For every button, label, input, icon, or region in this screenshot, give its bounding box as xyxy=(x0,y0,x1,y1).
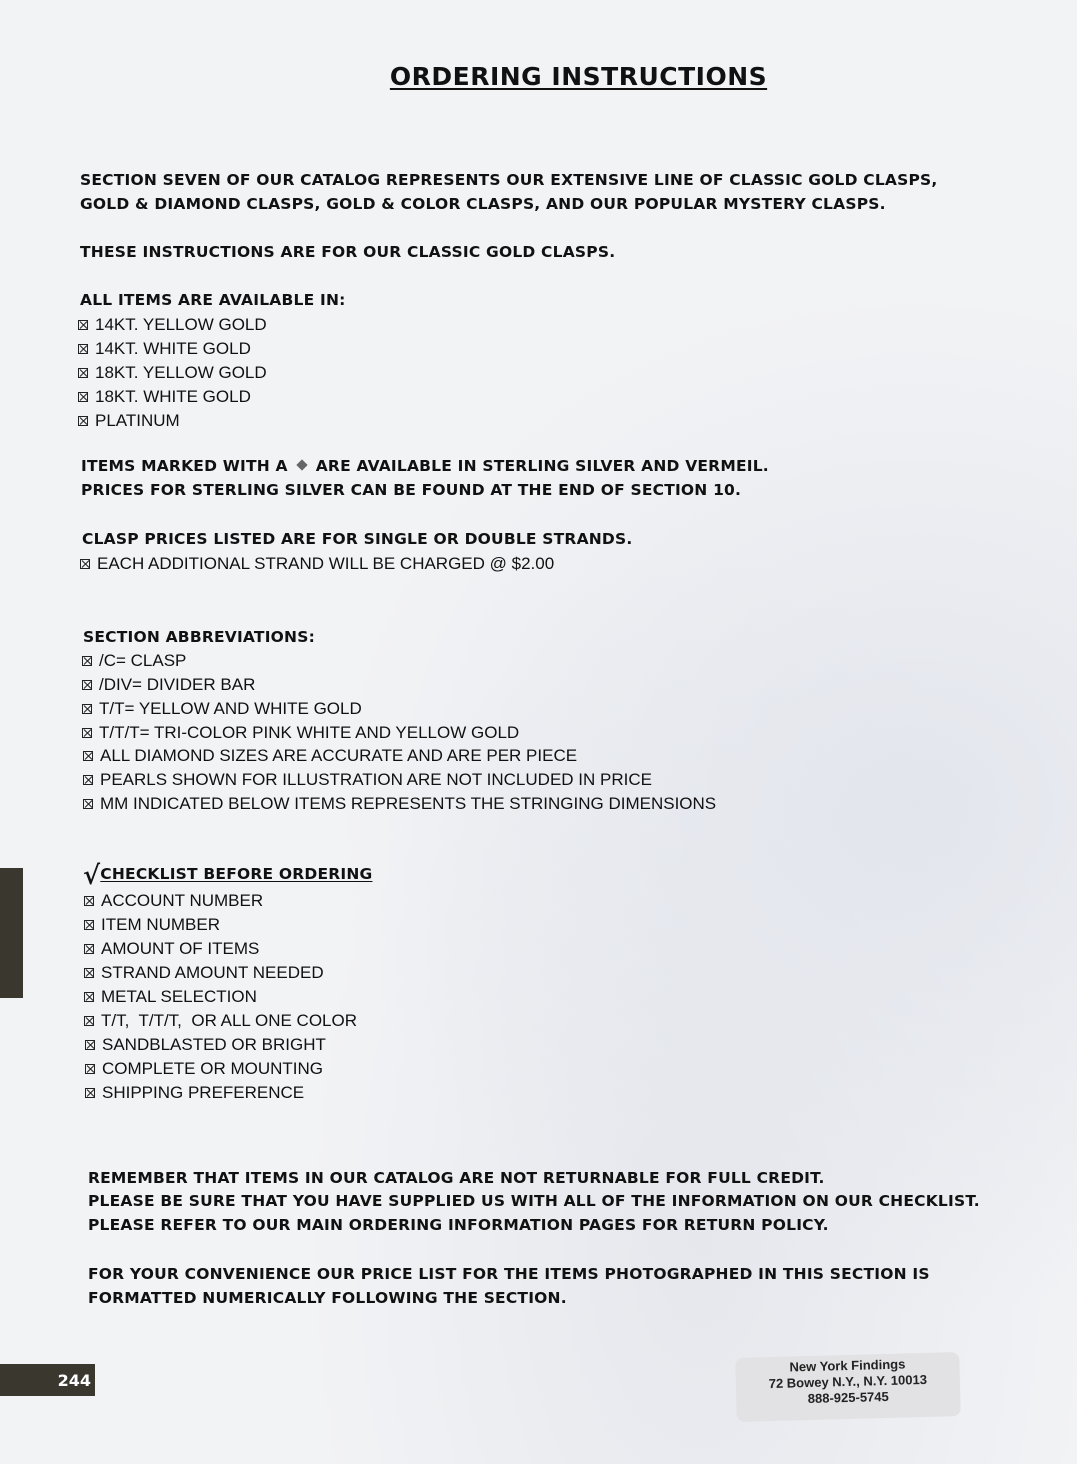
checklist-item: METAL SELECTION xyxy=(84,985,257,1009)
abbreviation-item: MM INDICATED BELOW ITEMS REPRESENTS THE STRINGING DIMENSIONS xyxy=(83,792,716,816)
remember-line-2: PLEASE BE SURE THAT YOU HAVE SUPPLIED US WITH ALL OF THE INFORMATION ON OUR CHECKLIST. xyxy=(88,1192,980,1210)
abbreviation-item: /C= CLASP xyxy=(82,649,186,673)
checkbox-x-icon xyxy=(84,896,94,906)
abbreviation-item: ALL DIAMOND SIZES ARE ACCURATE AND ARE PER PIECE xyxy=(83,744,577,768)
checklist-item: ITEM NUMBER xyxy=(84,913,220,937)
remember-line-1: REMEMBER THAT ITEMS IN OUR CATALOG ARE NOT RETURNABLE FOR FULL CREDIT. xyxy=(88,1169,825,1187)
stamp-phone: 888-925-5745 xyxy=(807,1388,889,1407)
checkbox-x-icon xyxy=(84,944,94,954)
pricing-item: EACH ADDITIONAL STRAND WILL BE CHARGED @ $2.00 xyxy=(80,552,554,576)
checkbox-x-icon xyxy=(84,992,94,1002)
page-title xyxy=(0,62,1077,91)
convenience-line-2: FORMATTED NUMERICALLY FOLLOWING THE SECTION. xyxy=(88,1289,567,1307)
checkbox-x-icon xyxy=(78,344,88,354)
checkbox-x-icon xyxy=(78,392,88,402)
abbreviation-item: /DIV= DIVIDER BAR xyxy=(82,673,255,697)
abbreviations-heading: SECTION ABBREVIATIONS: xyxy=(83,628,315,646)
availability-heading: ALL ITEMS ARE AVAILABLE IN: xyxy=(80,291,346,309)
checklist-heading: √ CHECKLIST BEFORE ORDERING xyxy=(83,861,373,891)
convenience-line-1: FOR YOUR CONVENIENCE OUR PRICE LIST FOR THE ITEMS PHOTOGRAPHED IN THIS SECTION IS xyxy=(88,1265,930,1283)
checkbox-x-icon xyxy=(85,1040,95,1050)
instructions-for: THESE INSTRUCTIONS ARE FOR OUR CLASSIC GOLD CLASPS. xyxy=(80,243,616,261)
address-stamp xyxy=(735,1352,961,1422)
checklist-item: AMOUNT OF ITEMS xyxy=(84,937,259,961)
stamp-company-name: New York Findings xyxy=(789,1356,906,1375)
checklist-item: STRAND AMOUNT NEEDED xyxy=(84,961,324,985)
checklist-item: COMPLETE OR MOUNTING xyxy=(85,1057,323,1081)
abbreviation-item: PEARLS SHOWN FOR ILLUSTRATION ARE NOT INCLUDED IN PRICE xyxy=(83,768,652,792)
checkbox-x-icon xyxy=(78,368,88,378)
availability-item: 18KT. YELLOW GOLD xyxy=(78,361,267,385)
checkbox-x-icon xyxy=(82,680,92,690)
sterling-line-1: ITEMS MARKED WITH A ARE AVAILABLE IN STERLING SILVER AND VERMEIL. xyxy=(81,457,769,475)
sterling-line-2: PRICES FOR STERLING SILVER CAN BE FOUND AT THE END OF SECTION 10. xyxy=(81,481,742,499)
availability-item: PLATINUM xyxy=(78,409,180,433)
intro-line-1: SECTION SEVEN OF OUR CATALOG REPRESENTS OUR EXTENSIVE LINE OF CLASSIC GOLD CLASPS, xyxy=(80,171,938,189)
remember-line-3: PLEASE REFER TO OUR MAIN ORDERING INFORMATION PAGES FOR RETURN POLICY. xyxy=(88,1216,829,1234)
checklist-item: SHIPPING PREFERENCE xyxy=(85,1081,304,1105)
abbreviation-item: T/T/T= TRI-COLOR PINK WHITE AND YELLOW GOLD xyxy=(82,721,519,745)
checkbox-x-icon xyxy=(83,775,93,785)
checklist-item: ACCOUNT NUMBER xyxy=(84,889,263,913)
checkbox-x-icon xyxy=(83,751,93,761)
checkbox-x-icon xyxy=(80,559,90,569)
checkbox-x-icon xyxy=(85,1088,95,1098)
checklist-item: SANDBLASTED OR BRIGHT xyxy=(85,1033,326,1057)
checkbox-x-icon xyxy=(82,704,92,714)
pricing-heading: CLASP PRICES LISTED ARE FOR SINGLE OR DOUBLE STRANDS. xyxy=(82,530,633,548)
checkbox-x-icon xyxy=(82,728,92,738)
abbreviation-item: T/T= YELLOW AND WHITE GOLD xyxy=(82,697,362,721)
page-number: 244 xyxy=(0,1364,95,1396)
checkbox-x-icon xyxy=(82,656,92,666)
diamond-icon xyxy=(296,459,307,470)
checkbox-x-icon xyxy=(83,799,93,809)
intro-line-2: GOLD & DIAMOND CLASPS, GOLD & COLOR CLASPS, AND OUR POPULAR MYSTERY CLASPS. xyxy=(80,195,886,213)
checkbox-x-icon xyxy=(78,416,88,426)
page-title-text: ORDERING INSTRUCTIONS xyxy=(389,62,768,91)
checklist-item: T/T, T/T/T, OR ALL ONE COLOR xyxy=(84,1009,357,1033)
checkbox-x-icon xyxy=(84,1016,94,1026)
stamp-address: 72 Bowey N.Y., N.Y. 10013 xyxy=(768,1371,928,1392)
availability-item: 18KT. WHITE GOLD xyxy=(78,385,251,409)
availability-item: 14KT. WHITE GOLD xyxy=(78,337,251,361)
checkbox-x-icon xyxy=(84,968,94,978)
availability-item: 14KT. YELLOW GOLD xyxy=(78,313,267,337)
checkbox-x-icon xyxy=(84,920,94,930)
checkmark-icon: √ xyxy=(83,861,101,891)
section-tab-bar xyxy=(0,868,23,998)
checkbox-x-icon xyxy=(85,1064,95,1074)
checkbox-x-icon xyxy=(78,320,88,330)
